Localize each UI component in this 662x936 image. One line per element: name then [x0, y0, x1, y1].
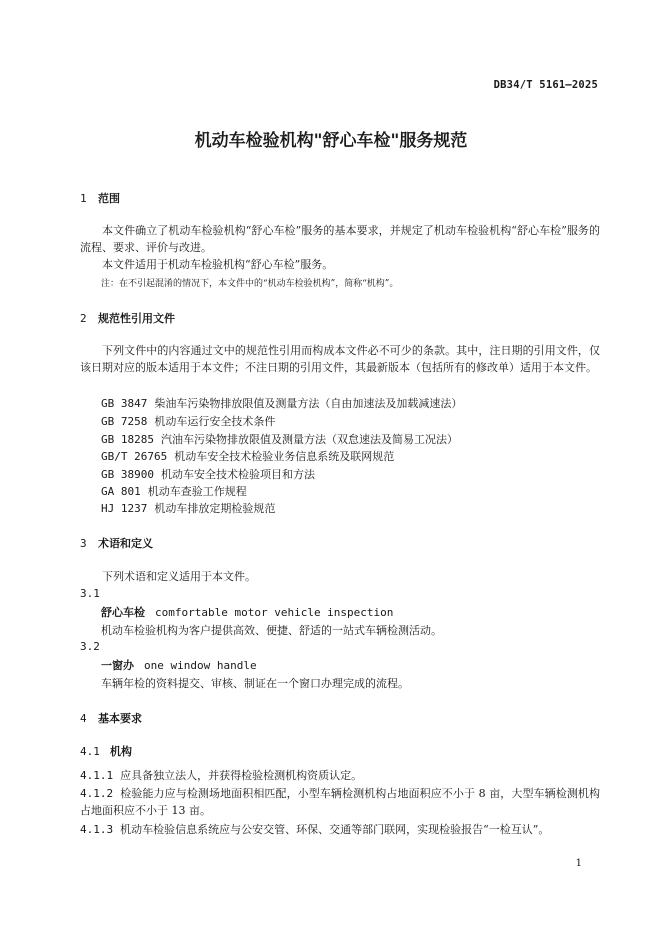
clause-4-1-1 — [80, 767, 600, 784]
reference-code: HJ 1237 — [101, 502, 148, 515]
reference-title: 机动车排放定期检验规范 — [154, 502, 276, 515]
clause-text: 检验能力应与检测场地面积相匹配，小型车辆检测机构占地面积应不小于 8 亩，大型车辆检测机构占地面积应不小于 13 亩。 — [80, 787, 600, 817]
term-definition: 机动车检验机构为客户提供高效、便捷、舒适的一站式车辆检测活动。 — [101, 624, 442, 637]
term-chinese: 舒心车检 — [101, 606, 145, 619]
section-number: 4 — [80, 712, 87, 725]
reference-title: 机动车安全技术检验项目和方法 — [160, 468, 315, 481]
term-number: 3.2 — [80, 640, 100, 653]
reference-code: GA 801 — [101, 485, 141, 498]
clause-4-1-2 — [80, 785, 600, 819]
term-number: 3.1 — [80, 587, 100, 600]
term-english: comfortable motor vehicle inspection — [155, 606, 394, 619]
section-heading-scope — [80, 190, 120, 206]
section-number: 1 — [80, 192, 87, 205]
subsection-title: 机构 — [110, 745, 132, 758]
subsection-number: 4.1 — [80, 745, 100, 758]
reference-title: 柴油车污染物排放限值及测量方法（自由加速法及加载减速法） — [154, 397, 463, 410]
section-title: 规范性引用文件 — [98, 312, 175, 325]
reference-item — [101, 466, 315, 482]
clause-text: 机动车检验信息系统应与公安交管、环保、交通等部门联网，实现检验报告“一检互认”。 — [120, 823, 550, 836]
normative-intro: 下列文件中的内容通过文中的规范性引用而构成本文件必不可少的条款。其中，注日期的引用文件，仅该日期对应的版本适用于本文件；不注日期的引用文件，其最新版本（包括所有的修改单）适用于本文件。 — [80, 344, 600, 374]
reference-code: GB 7258 — [101, 415, 148, 428]
scope-note: 注：在不引起混淆的情况下，本文件中的“机动车检验机构”，简称“机构”。 — [101, 279, 399, 289]
section-heading-basic-requirements — [80, 710, 142, 726]
section-heading-terms — [80, 535, 153, 551]
reference-code: GB/T 26765 — [101, 450, 168, 463]
clause-number: 4.1.1 — [80, 769, 114, 782]
reference-item — [101, 483, 247, 499]
reference-item — [101, 500, 275, 516]
subsection-heading-institution — [80, 743, 132, 759]
section-number: 2 — [80, 312, 87, 325]
clause-text: 应具备独立法人，并获得检验检测机构资质认定。 — [120, 769, 363, 782]
scope-paragraph-1: 本文件确立了机动车检验机构“舒心车检”服务的基本要求，并规定了机动车检验机构“舒心车检”服务的流程、要求、评价与改进。 — [80, 224, 600, 254]
section-number: 3 — [80, 537, 87, 550]
term-english: one window handle — [144, 659, 257, 672]
reference-code: GB 38900 — [101, 468, 154, 481]
section-heading-normative — [80, 310, 175, 326]
reference-code: GB 18285 — [101, 433, 154, 446]
reference-item — [101, 431, 458, 447]
reference-item — [101, 413, 275, 429]
clause-number: 4.1.2 — [80, 787, 114, 800]
terms-intro: 下列术语和定义适用于本文件。 — [102, 570, 256, 583]
reference-item — [101, 395, 462, 411]
term-entry — [101, 604, 393, 620]
section-title: 范围 — [98, 192, 120, 205]
page-number: 1 — [575, 858, 582, 869]
term-chinese: 一窗办 — [101, 659, 134, 672]
document-number: DB34/T 5161—2025 — [493, 79, 598, 91]
section-title: 基本要求 — [98, 712, 142, 725]
reference-item — [101, 448, 394, 464]
clause-number: 4.1.3 — [80, 823, 114, 836]
reference-title: 汽油车污染物排放限值及测量方法（双怠速法及简易工况法） — [160, 433, 458, 446]
reference-code: GB 3847 — [101, 397, 148, 410]
reference-title: 机动车安全技术检验业务信息系统及联网规范 — [174, 450, 395, 463]
clause-4-1-3 — [80, 821, 600, 838]
section-title: 术语和定义 — [98, 537, 153, 550]
document-title: 机动车检验机构"舒心车检"服务规范 — [194, 131, 468, 151]
reference-title: 机动车查验工作规程 — [147, 485, 247, 498]
scope-paragraph-2: 本文件适用于机动车检验机构“舒心车检”服务。 — [102, 258, 334, 271]
reference-title: 机动车运行安全技术条件 — [154, 415, 276, 428]
term-definition: 车辆年检的资料提交、审核、制证在一个窗口办理完成的流程。 — [101, 677, 409, 690]
term-entry — [101, 657, 257, 673]
